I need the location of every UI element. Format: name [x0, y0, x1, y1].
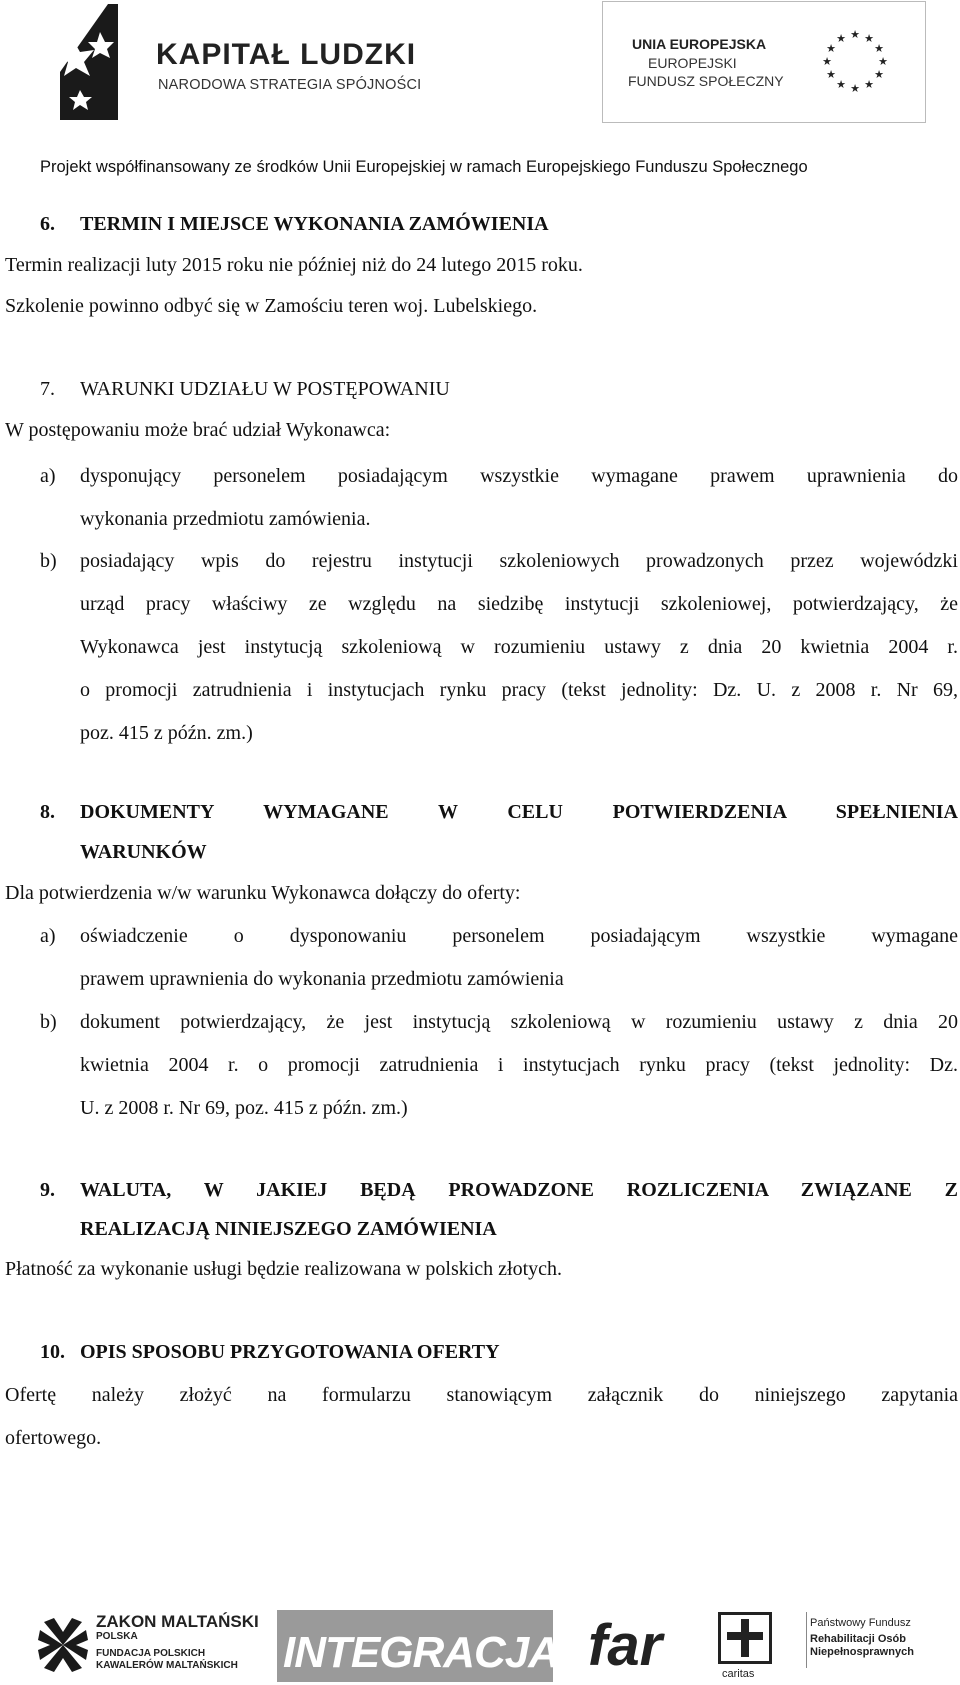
svg-text:★: ★	[864, 32, 874, 45]
svg-text:★: ★	[850, 82, 860, 95]
zakon-maltanski-country: POLSKA	[96, 1631, 138, 1642]
section-8-intro: Dla potwierdzenia w/w warunku Wykonawca dołączy do oferty:	[5, 882, 521, 904]
pfron-line-2: Rehabilitacji Osób	[810, 1633, 906, 1645]
section-8-b-line-2: kwietnia 2004 r. o promocji zatrudnienia i instytucjach rynku pracy (tekst jednolity: Dz.	[80, 1054, 958, 1076]
zakon-maltanski-foundation-line-1: FUNDACJA POLSKICH	[96, 1648, 206, 1659]
svg-text:★: ★	[850, 28, 860, 41]
integracja-logo-text: INTEGRACJA	[283, 1628, 560, 1677]
svg-text:★: ★	[878, 55, 888, 68]
section-7-a-line-1: dysponujący personelem posiadającym wszystkie wymagane prawem uprawnienia do	[80, 465, 958, 487]
eu-logo-line3: FUNDUSZ SPOŁECZNY	[628, 73, 784, 89]
eu-stars-icon	[800, 20, 910, 100]
svg-text:★: ★	[836, 32, 846, 45]
pfron-lines-2-3	[810, 1633, 914, 1659]
section-8-b-line-3: U. z 2008 r. Nr 69, poz. 415 z późn. zm.)	[80, 1097, 408, 1119]
section-7-b-line-1: posiadający wpis do rejestru instytucji szkoleniowych prowadzonych przez wojewódzki	[80, 550, 958, 572]
section-6-line-2: Szkolenie powinno odbyć się w Zamościu teren woj. Lubelskiego.	[5, 295, 538, 317]
section-9-text: Płatność za wykonanie usługi będzie realizowana w polskich złotych.	[5, 1258, 563, 1280]
section-8-title-line-2: WARUNKÓW	[80, 841, 207, 863]
caritas-label: caritas	[722, 1668, 755, 1680]
section-6-title: TERMIN I MIEJSCE WYKONANIA ZAMÓWIENIA	[80, 213, 549, 235]
pfron-line-1: Państwowy Fundusz	[810, 1617, 911, 1629]
section-8-a-line-2: prawem uprawnienia do wykonania przedmiotu zamówienia	[80, 968, 564, 990]
section-8-a-label: a)	[40, 925, 56, 947]
section-10-line-2: ofertowego.	[5, 1427, 102, 1449]
kapital-ludzki-subtitle: NARODOWA STRATEGIA SPÓJNOŚCI	[158, 77, 422, 93]
section-7-number: 7.	[40, 378, 55, 400]
section-7-a-label: a)	[40, 465, 56, 487]
section-7-b-label: b)	[40, 550, 57, 572]
kapital-ludzki-title: KAPITAŁ LUDZKI	[156, 38, 417, 71]
svg-text:★: ★	[874, 42, 884, 55]
section-7-intro: W postępowaniu może brać udział Wykonawca:	[5, 419, 391, 441]
section-7-b-line-5: poz. 415 z późn. zm.)	[80, 722, 253, 744]
svg-text:★: ★	[826, 68, 836, 81]
maltese-cross-icon	[36, 1612, 90, 1678]
section-8-b-line-1: dokument potwierdzający, że jest instytucją szkoleniową w rozumieniu ustawy z dnia 20	[80, 1011, 958, 1033]
section-7-b-line-3: Wykonawca jest instytucją szkoleniową w rozumieniu ustawy z dnia 20 kwietnia 2004 r.	[80, 636, 958, 658]
zakon-maltanski-foundation-line-2: KAWALERÓW MALTAŃSKICH	[96, 1660, 238, 1671]
eu-logo-line2: EUROPEJSKI	[648, 55, 737, 71]
section-8-b-label: b)	[40, 1011, 57, 1033]
section-10-title: OPIS SPOSOBU PRZYGOTOWANIA OFERTY	[80, 1341, 500, 1363]
section-8-number: 8.	[40, 801, 55, 823]
zakon-maltanski-title: ZAKON MALTAŃSKI	[96, 1612, 259, 1631]
svg-text:★: ★	[874, 68, 884, 81]
section-10-number: 10.	[40, 1341, 65, 1363]
section-6-line-1: Termin realizacji luty 2015 roku nie później niż do 24 lutego 2015 roku.	[5, 254, 583, 276]
svg-text:★: ★	[836, 78, 846, 91]
section-9-number: 9.	[40, 1179, 55, 1201]
section-7-title: WARUNKI UDZIAŁU W POSTĘPOWANIU	[80, 378, 450, 400]
section-6-number: 6.	[40, 213, 55, 235]
eu-logo-line1: UNIA EUROPEJSKA	[632, 36, 767, 52]
section-10-line-1: Ofertę należy złożyć na formularzu stanowiącym załącznik do niniejszego zapytania	[5, 1384, 958, 1406]
section-7-b-line-4: o promocji zatrudnienia i instytucjach rynku pracy (tekst jednolity: Dz. U. z 2008 r. Nr 69,	[80, 679, 958, 701]
svg-text:★: ★	[822, 55, 832, 68]
section-7-a-line-2: wykonania przedmiotu zamówienia.	[80, 508, 371, 530]
section-9-title-line-2: REALIZACJĄ NINIEJSZEGO ZAMÓWIENIA	[80, 1218, 497, 1240]
far-logo-text: far	[588, 1613, 663, 1678]
section-8-a-line-1: oświadczenie o dysponowaniu personelem posiadającym wszystkie wymagane	[80, 925, 958, 947]
svg-text:★: ★	[826, 42, 836, 55]
section-7-b-line-2: urząd pracy właściwy ze względu na siedzibę instytucji szkoleniowej, potwierdzający, że	[80, 593, 958, 615]
zakon-maltanski-foundation	[96, 1648, 238, 1672]
pfron-line-3: Niepełnosprawnych	[810, 1646, 914, 1658]
section-9-title-line-1: WALUTA, W JAKIEJ BĘDĄ PROWADZONE ROZLICZENIA ZWIĄZANE Z	[80, 1179, 958, 1201]
section-8-title-line-1: DOKUMENTY WYMAGANE W CELU POTWIERDZENIA SPEŁNIENIA	[80, 801, 958, 823]
caritas-cross-icon	[718, 1612, 772, 1664]
svg-text:★: ★	[864, 78, 874, 91]
project-cofinancing-line: Projekt współfinansowany ze środków Unii Europejskiej w ramach Europejskiego Funduszu Społecznego	[40, 158, 808, 176]
